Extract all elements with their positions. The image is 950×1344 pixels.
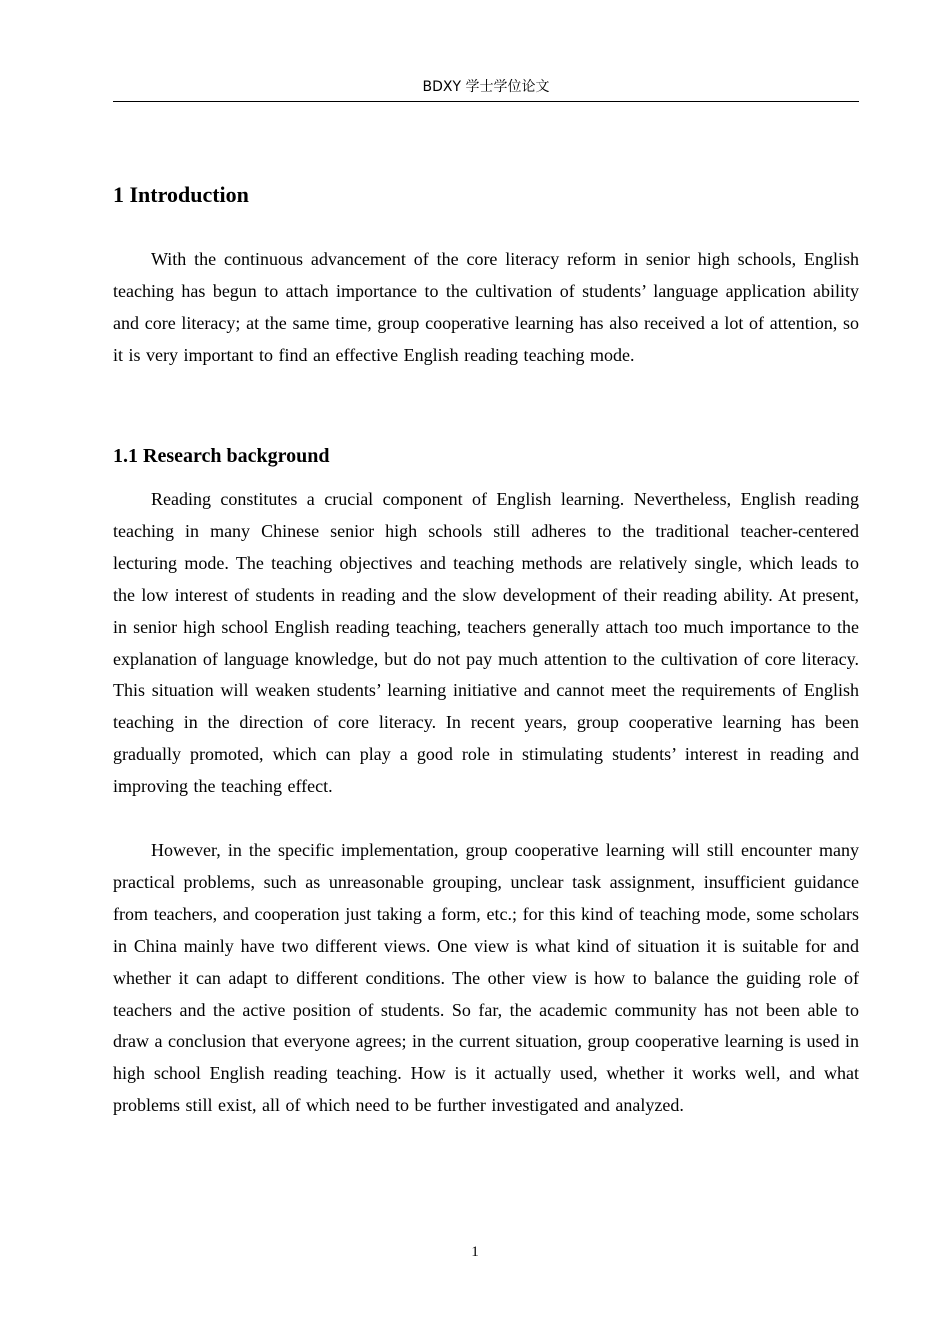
header-title: BDXY 学士学位论文	[422, 79, 550, 95]
background-paragraph-1: Reading constitutes a crucial component of English learning. Nevertheless, English reading teaching in many Chinese senior high schools still adheres to the traditional teacher-centered lecturing mode. The teaching objectives and teaching methods are relatively single, which leads to the low interest of students in reading and the slow development of their reading ability. At present, in senior high school English reading teaching, teachers generally attach too much importance to the explanation of language knowledge, but do not pay much attention to the cultivation of core literacy. This situation will weaken students’ learning initiative and cannot meet the requirements of English teaching in the direction of core literacy. In recent years, group cooperative learning has been gradually promoted, which can play a good role in stimulating students’ interest in reading and improving the teaching effect.	[113, 489, 859, 797]
intro-paragraph: With the continuous advancement of the core literacy reform in senior high schools, English teaching has begun to attach importance to the cultivation of students’ language application ability and core literacy; at the same time, group cooperative learning has also received a lot of attention, so it is very important to find an effective English reading teaching mode.	[113, 249, 859, 365]
page-header	[113, 76, 859, 102]
page-number: 1	[471, 1244, 479, 1260]
background-paragraph-2: However, in the specific implementation, group cooperative learning will still encounter many practical problems, such as unreasonable grouping, unclear task assignment, insufficient guidance from teachers, and cooperation just taking a form, etc.; for this kind of teaching mode, some scholars in China mainly have two different views. One view is what kind of situation it is suitable for and whether it can adapt to different conditions. The other view is how to balance the guiding role of teachers and the active position of students. So far, the academic community has not been able to draw a conclusion that everyone agrees; in the current situation, group cooperative learning is used in high school English reading teaching. How is it actually used, whether it works well, and what problems still exist, all of which need to be further investigated and analyzed.	[113, 840, 859, 1116]
chapter-title: 1 Introduction	[113, 182, 249, 207]
section-title: 1.1 Research background	[113, 445, 330, 467]
